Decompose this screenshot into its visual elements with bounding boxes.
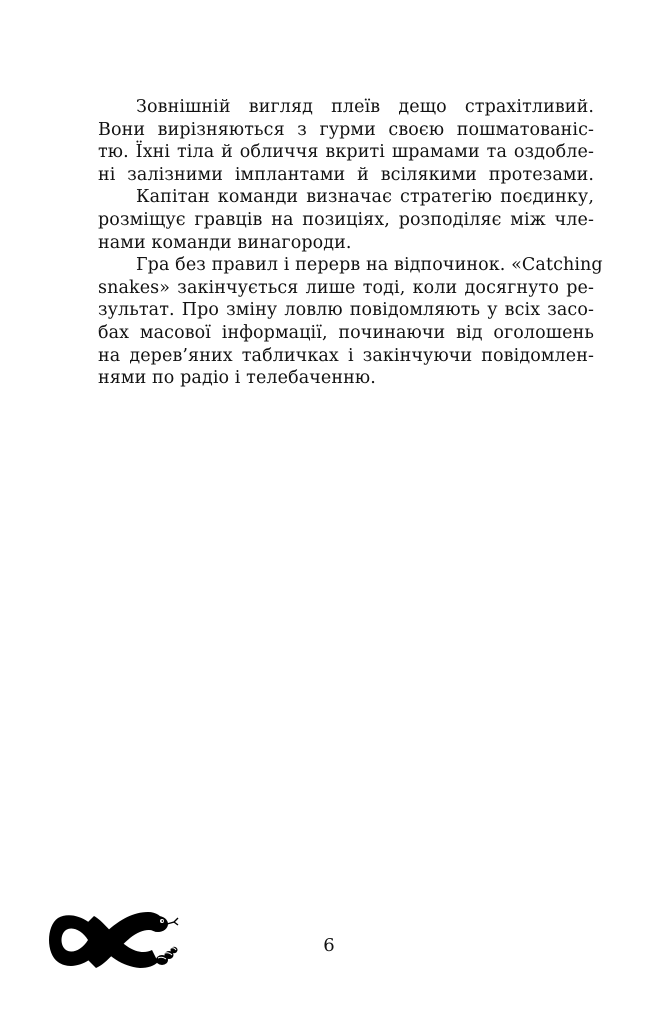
paragraph-3-line-4: бах масової інформації, починаючи від оголошень: [98, 322, 594, 343]
paragraph-1-line-3: тю. Їхні тіла й обличчя вкриті шрамами та оздобле-: [98, 142, 594, 163]
paragraph-3-line-3: зультат. Про зміну ловлю повідомляють у всіх засо-: [98, 300, 594, 321]
paragraph-3-line-2: snakes» закінчується лише тоді, коли досягнуто ре-: [98, 277, 594, 298]
paragraph-1-line-4: ні залізними імплантами й всілякими протезами.: [98, 164, 594, 185]
paragraph-2-line-1: Капітан команди визначає стратегію поєдинку,: [136, 187, 594, 208]
paragraph-1-line-2: Вони вирізняються з гурми своєю пошматованіс-: [98, 119, 594, 140]
paragraph-3-line-1: Гра без правил і перерв на відпочинок. «Catching: [136, 255, 603, 276]
paragraph-3-line-6: нями по радіо і телебаченню.: [98, 368, 376, 389]
paragraph-1-line-1: Зовнішній вигляд плеїв дещо страхітливий.: [136, 97, 594, 117]
page-number: 6: [323, 935, 335, 956]
paragraph-3-line-5: на дерев’яних табличках і закінчуючи повідомлен-: [98, 345, 594, 366]
body-text: [98, 96, 603, 390]
paragraph-2-line-3: нами команди винагороди.: [98, 232, 352, 253]
paragraph-2-line-2: розміщує гравців на позиціях, розподіляє між чле-: [98, 209, 594, 230]
